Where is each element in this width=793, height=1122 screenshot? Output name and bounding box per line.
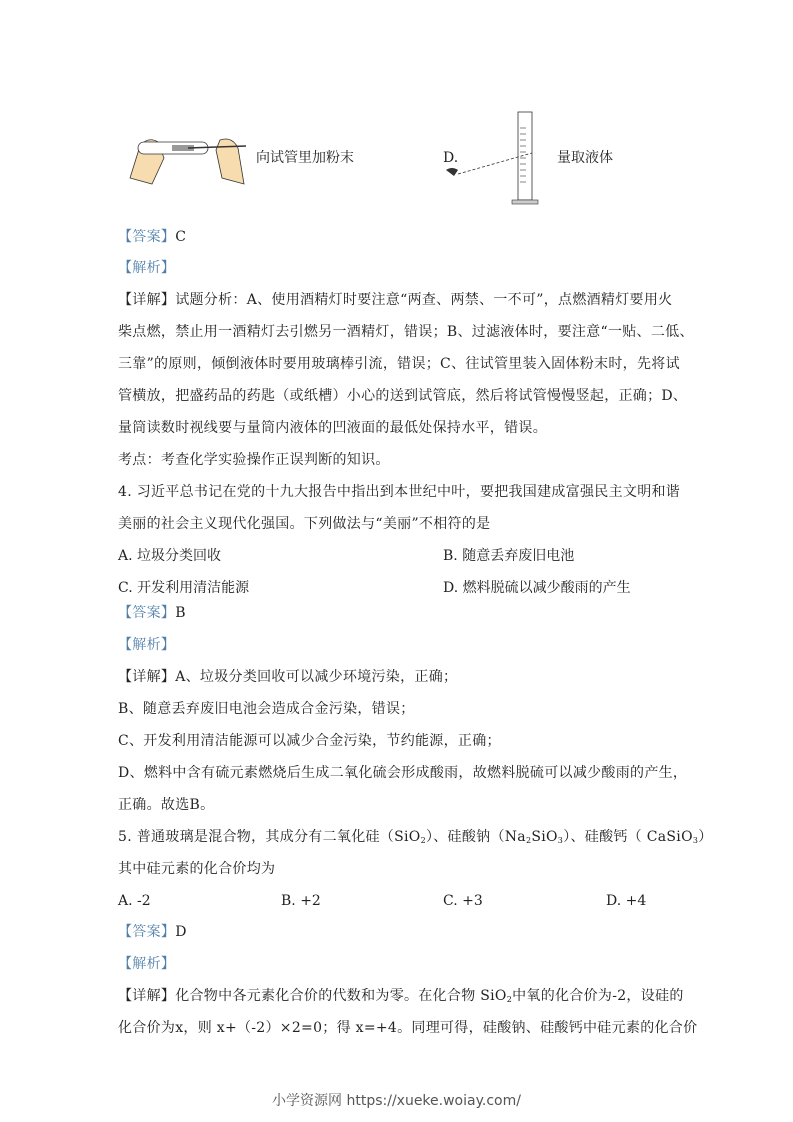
q4-detail-line-3: C、开发利用清洁能源可以减少合金污染，节约能源，正确； [118, 733, 501, 749]
q5-option-d: D. +4 [606, 893, 647, 909]
q3-detail-line-1: 【详解】试题分析：A、使用酒精灯时要注意“两查、两禁、一不可”，点燃酒精灯要用火 [118, 292, 673, 308]
q4-stem-line-2: 美丽的社会主义现代化强国。下列做法与“美丽”不相符的是 [118, 516, 491, 532]
option-c-caption: 向试管里加粉末 [256, 150, 354, 166]
graduated-cylinder-figure [440, 108, 560, 208]
q3-kaodian: 考点：考查化学实验操作正误判断的知识。 [118, 452, 390, 468]
q4-answer: 【答案】B [118, 605, 186, 621]
q3-detail-line-4: 管横放，把盛药品的药匙（或纸槽）小心的送到试管底，然后将试管慢慢竖起，正确；D、 [118, 388, 688, 404]
q5-option-b: B. +2 [281, 893, 321, 909]
q5-analysis-tag: 【解析】 [118, 956, 176, 972]
q4-stem-line-1: 4. 习近平总书记在党的十九大报告中指出到本世纪中叶，要把我国建成富强民主文明和谐 [118, 484, 681, 500]
q5-detail-line-1: 【详解】化合物中各元素化合价的代数和为零。在化合物 SiO$_2$中氧的化合价为-2，设硅的 [118, 988, 684, 1004]
q3-detail-line-3: 三靠”的原则，倾倒液体时要用玻璃棒引流，错误；C、往试管里装入固体粉末时，先将试 [118, 356, 680, 372]
q3-detail-line-5: 量筒读数时视线要与量筒内液体的凹液面的最低处保持水平，错误。 [118, 420, 547, 436]
answer-value: C [175, 229, 187, 245]
q4-detail-line-4: D、燃料中含有硫元素燃烧后生成二氧化硫会形成酸雨，故燃料脱硫可以减少酸雨的产生， [118, 765, 688, 781]
detail-tag: 【详解】 [118, 292, 176, 308]
q4-option-a: A. 垃圾分类回收 [118, 548, 222, 564]
q5-stem-line-2: 其中硅元素的化合价均为 [118, 861, 276, 877]
q3-detail-line-2: 柴点燃，禁止用一酒精灯去引燃另一酒精灯，错误；B、过滤液体时，要注意“一贴、二低、 [118, 324, 694, 340]
q5-answer: 【答案】D [118, 924, 187, 940]
q4-detail-line-1: 【详解】A、垃圾分类回收可以减少环境污染，正确； [118, 669, 458, 685]
option-d-label: D. [443, 150, 459, 166]
footer-watermark: 小学资源网 https://xueke.woiay.com/ [272, 1093, 521, 1109]
q5-stem-line-1: 5. 普通玻璃是混合物，其成分有二氧化硅（SiO$_2$）、硅酸钠$(Na_2SiO_3)$、硅酸钙（ CaSiO$_3$） [118, 829, 713, 845]
q5-option-a: A. -2 [118, 893, 151, 909]
q4-option-b: B. 随意丢弃废旧电池 [443, 548, 575, 564]
q4-detail-line-5: 正确。故选B。 [118, 797, 215, 813]
q5-detail-line-2: 化合价为x，则 x+（-2）×2=0；得 x=+4。同理可得，硅酸钠、硅酸钙中硅元素的化合价 [118, 1020, 698, 1036]
option-d-caption: 量取液体 [557, 150, 613, 166]
q4-option-c: C. 开发利用清洁能源 [118, 580, 250, 596]
q4-option-d: D. 燃料脱硫以减少酸雨的产生 [443, 580, 631, 596]
q5-option-c: C. +3 [443, 893, 483, 909]
q4-analysis-tag: 【解析】 [118, 637, 176, 653]
q3-answer [118, 227, 186, 247]
test-tube-powder-figure [128, 128, 248, 188]
answer-tag: 【答案】 [118, 229, 176, 245]
q4-detail-line-2: B、随意丢弃废旧电池会造成合金污染，错误； [118, 701, 415, 717]
q3-analysis-tag: 【解析】 [118, 260, 176, 276]
